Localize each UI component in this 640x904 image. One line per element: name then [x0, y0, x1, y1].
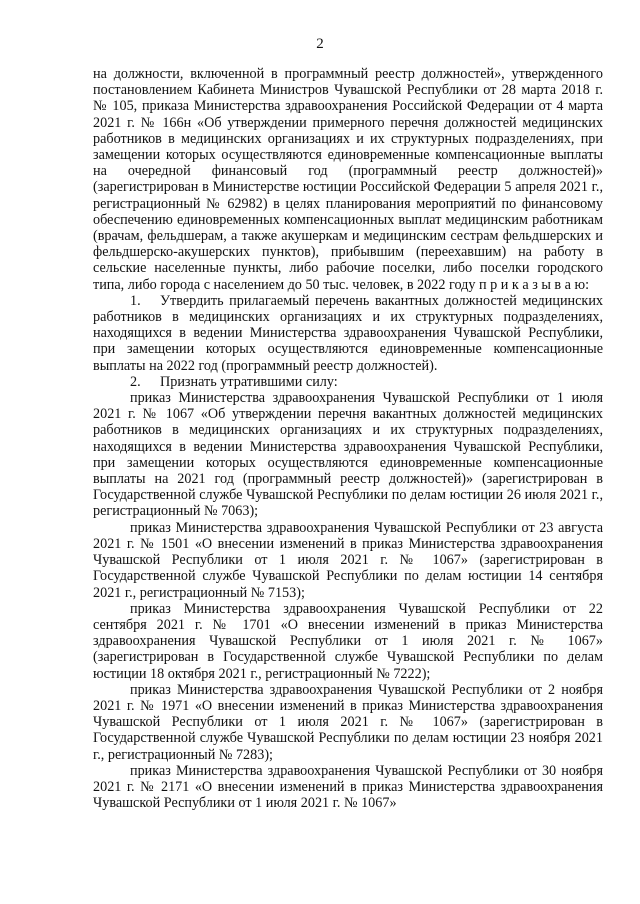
page-number: 2	[316, 36, 324, 52]
revoked-order-1701: приказ Министерства здравоохранения Чувашской Республики от 22 сентября 2021 г. № 1701 «О внесении изменений в приказ Министерства здравоохранения Чувашской Республики от 1 июля 2021 г. № 1067» (зарегистрирован в Государственной службе Чувашской Республики по делам юстиции 18 октября 2021 г., регистрационный № 7222);	[93, 600, 603, 682]
item-1-text: Утвердить прилагаемый перечень вакантных должностей медицинских работников в медицинских организациях и их структурных подразделениях, находящихся в ведении Министерства здравоохранения Чувашской Республики, при замещении которых осуществляются единовременные компенсационные выплаты на 2022 год (программный реестр должностей).	[93, 292, 603, 374]
revoked-order-1067: приказ Министерства здравоохранения Чувашской Республики от 1 июля 2021 г. № 1067 «Об утверждении перечня вакантных должностей медицинских работников в медицинских организациях и их структурных подразделениях, находящихся в ведении Министерства здравоохранения Чувашской Республики, при замещении которых осуществляются единовременные компенсационные выплаты на 2021 год (программный реестр должностей)» (зарегистрирован в Государственной службе Чувашской Республики по делам юстиции 26 июля 2021 г., регистрационный № 7063);	[93, 390, 603, 520]
item-1-paragraph	[93, 293, 603, 374]
item-2-number: 2.	[130, 373, 141, 390]
item-2-text: Признать утратившими силу:	[160, 373, 338, 390]
revoked-order-1971: приказ Министерства здравоохранения Чувашской Республики от 2 ноября 2021 г. № 1971 «О внесении изменений в приказ Министерства здравоохранения Чувашской Республики от 1 июля 2021 г. № 1067» (зарегистрирован в Государственной службе Чувашской Республики по делам юстиции 23 ноября 2021 г., регистрационный № 7283);	[93, 681, 603, 763]
item-1-number: 1.	[130, 292, 141, 309]
document-body	[93, 66, 603, 811]
revoked-order-2171: приказ Министерства здравоохранения Чувашской Республики от 30 ноября 2021 г. № 2171 «О внесении изменений в приказ Министерства здравоохранения Чувашской Республики от 1 июля 2021 г. № 1067»	[93, 762, 603, 812]
item-2-paragraph	[93, 374, 603, 390]
preamble-paragraph: на должности, включенной в программный реестр должностей», утвержденного постановлением Кабинета Министров Чувашской Республики от 28 марта 2018 г. № 105, приказа Министерства здравоохранения Российской Федерации от 4 марта 2021 г. № 166н «Об утверждении примерного перечня должностей медицинских работников в медицинских организациях и их структурных подразделениях, при замещении которых осуществляются единовременные компенсационные выплаты на очередной финансовый год (программный реестр должностей)» (зарегистрирован в Министерстве юстиции Российской Федерации 5 апреля 2021 г., регистрационный № 62982) в целях планирования мероприятий по финансовому обеспечению единовременных компенсационных выплат медицинским работникам (врачам, фельдшерам, а также акушеркам и медицинским сестрам фельдшерских и фельдшерско-акушерских пунктов), прибывшим (переехавшим) на работу в сельские населенные пункты, либо рабочие поселки, либо поселки городского типа, либо города с населением до 50 тыс. человек, в 2022 году п р и к а з ы в а ю:	[93, 66, 603, 293]
revoked-order-1501: приказ Министерства здравоохранения Чувашской Республики от 23 августа 2021 г. № 1501 «О внесении изменений в приказ Министерства здравоохранения Чувашской Республики от 1 июля 2021 г. № 1067» (зарегистрирован в Государственной службе Чувашской Республики по делам юстиции 14 сентября 2021 г., регистрационный № 7153);	[93, 519, 603, 601]
